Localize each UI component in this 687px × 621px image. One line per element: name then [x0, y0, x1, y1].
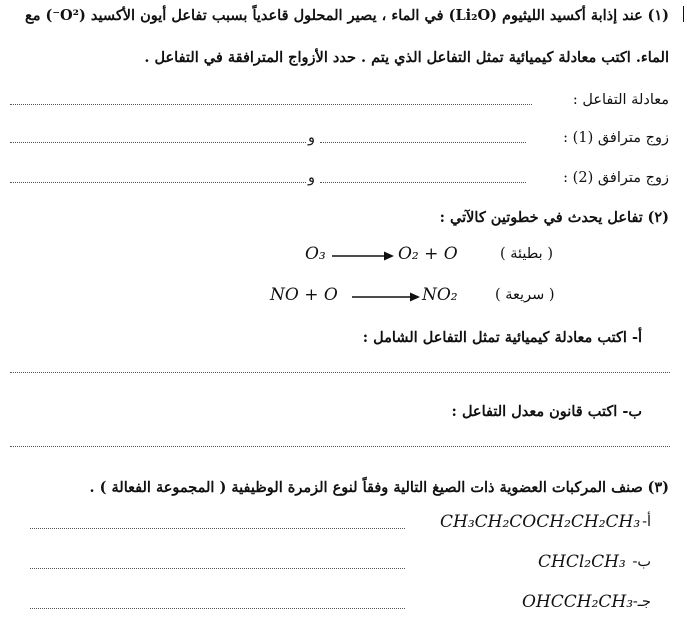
- q1-pair1-and: و: [308, 130, 316, 146]
- step1-speed: ( بطيئة ): [500, 246, 553, 262]
- q3-item-b-letter: ب-: [632, 554, 651, 570]
- q1-pair2-and: و: [308, 170, 316, 186]
- q3-item-c-formula: OHCCH₂CH₃: [522, 592, 634, 612]
- q3-item-a-answer-line[interactable]: [30, 528, 405, 529]
- q3-item-c-answer-line[interactable]: [30, 608, 405, 609]
- q3-item-a-formula: CH₃CH₂COCH₂CH₂CH₃: [440, 512, 641, 532]
- q1-pair1-answer-left[interactable]: [10, 142, 306, 143]
- q3-intro-line: [90, 478, 670, 498]
- q1-text-line2: الماء. اكتب معادلة كيميائية تمثل التفاعل الذي يتم . حدد الأزواج المترافقة في التفاعل .: [144, 49, 669, 66]
- q1-equation-label: معادلة التفاعل :: [572, 92, 669, 108]
- q2-part-a: أ- اكتب معادلة كيميائية تمثل التفاعل الشامل :: [362, 329, 642, 346]
- q1-line1: [25, 6, 669, 26]
- step2-arrow: [350, 290, 422, 304]
- q1-pair2-label: زوج مترافق (2) :: [563, 170, 669, 186]
- q3-item-a-letter: أ-: [642, 514, 651, 530]
- q1-pair2-answer-right[interactable]: [320, 182, 526, 183]
- q2-intro: تفاعل يحدث في خطوتين كالآتي :: [439, 209, 643, 226]
- q1-pair1-answer-right[interactable]: [320, 142, 526, 143]
- q3-item-c-letter: جـ-: [632, 594, 651, 610]
- q2-part-b: ب- اكتب قانون معدل التفاعل :: [451, 403, 642, 420]
- q1-number: (١): [647, 7, 669, 24]
- q1-pair2-answer-left[interactable]: [10, 182, 306, 183]
- q1-pair1-label: زوج مترافق (1) :: [563, 130, 669, 146]
- q2-intro-line: [440, 208, 669, 228]
- q2-number: (٢): [647, 209, 669, 226]
- q3-item-b-formula: CHCl₂CH₃: [538, 552, 626, 572]
- step2-product: NO₂: [422, 285, 458, 305]
- step1-arrow: [330, 249, 396, 263]
- step1-product: O₂ + O: [398, 244, 458, 264]
- margin-mark: [683, 6, 684, 22]
- q2-part-a-answer-line[interactable]: [10, 372, 670, 373]
- step2-speed: ( سريعة ): [495, 287, 555, 303]
- q3-item-b-answer-line[interactable]: [30, 568, 405, 569]
- q3-intro: صنف المركبات العضوية ذات الصيغ التالية وفقاً لنوع الزمرة الوظيفية ( المجموعة الفعالة ) .: [89, 479, 643, 496]
- q2-part-b-answer-line[interactable]: [10, 446, 670, 447]
- q1-text-line1: عند إذابة أكسيد الليثيوم (Li₂O) في الماء ، يصير المحلول قاعدياً بسبب تفاعل أيون الأكسيد (O²⁻) مع: [24, 7, 643, 24]
- step2-reactant: NO + O: [270, 285, 338, 305]
- step1-reactant: O₃: [305, 244, 326, 264]
- q3-number: (٣): [647, 479, 669, 496]
- q1-equation-answer-line[interactable]: [10, 104, 532, 105]
